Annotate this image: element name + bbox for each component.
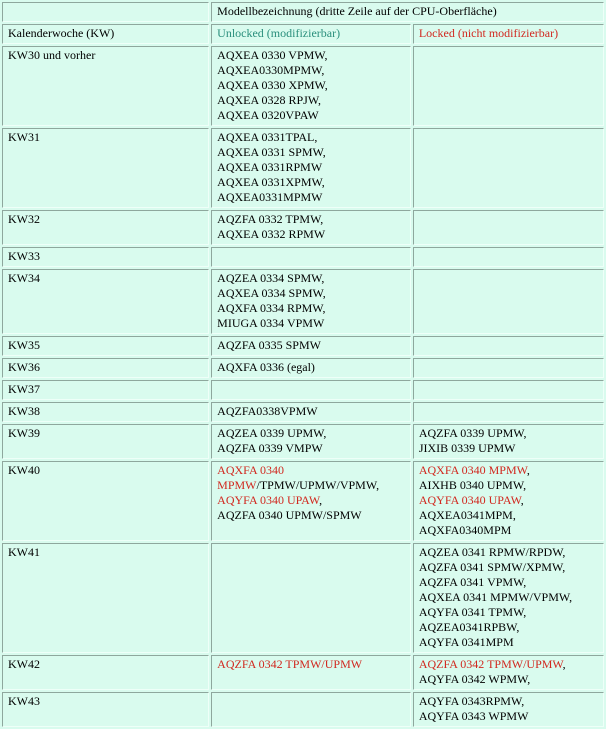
locked-cell — [413, 46, 604, 126]
model-text: , — [520, 493, 524, 507]
table-row — [2, 358, 604, 378]
week-cell: KW41 — [2, 543, 209, 653]
unlocked-model-line: AQZFA 0335 SPMW — [217, 338, 321, 352]
unlocked-model-line: MIUGA 0334 VPMW — [217, 316, 325, 330]
table-row — [2, 46, 604, 126]
unlocked-model-line: AQXEA 0331RPMW — [217, 160, 323, 174]
week-cell: KW35 — [2, 336, 209, 356]
unlocked-model-line: AQXEA 0330 XPMW, — [217, 78, 328, 92]
unlocked-model-line: AQZFA 0340 UPMW/SPMW — [217, 508, 362, 522]
week-cell: KW33 — [2, 247, 209, 267]
week-cell: KW36 — [2, 358, 209, 378]
model-text: , — [562, 657, 566, 671]
locked-model-line: AQZEA0341RPBW, — [418, 620, 520, 634]
locked-cell — [413, 128, 604, 208]
unlocked-cell — [211, 692, 411, 727]
highlighted-model-text: AQZFA 0342 TPMW/UPMW — [217, 657, 363, 671]
locked-cell — [413, 692, 604, 727]
week-cell: KW40 — [2, 461, 209, 541]
locked-model-line — [419, 657, 598, 672]
unlocked-model-line: AQXEA 0320VPAW — [217, 108, 319, 122]
highlighted-model-text: AQYFA 0340 UPAW — [418, 493, 521, 507]
week-cell: KW43 — [2, 692, 209, 727]
week-cell: KW31 — [2, 128, 209, 208]
unlocked-model-line: AQXFA 0336 (egal) — [217, 360, 315, 374]
locked-cell — [413, 380, 604, 400]
unlocked-cell — [211, 402, 411, 422]
unlocked-model-line: AQZFA0338VPMW — [217, 404, 318, 418]
highlighted-model-text: AQXFA 0340 — [217, 463, 284, 477]
locked-cell — [413, 247, 604, 267]
week-cell: KW32 — [2, 210, 209, 245]
locked-model-line — [419, 493, 598, 508]
unlocked-model-line: AQXFA 0334 RPMW, — [217, 301, 326, 315]
week-cell: KW38 — [2, 402, 209, 422]
locked-model-line: AQYFA 0342 WPMW, — [418, 672, 531, 686]
table-row — [2, 210, 604, 245]
locked-cell — [413, 402, 604, 422]
table-row — [2, 543, 604, 653]
locked-cell — [413, 543, 604, 653]
table-row — [2, 247, 604, 267]
unlocked-model-line: AQXEA 0331 SPMW, — [217, 145, 326, 159]
locked-model-line: AQXEA0341MPM, — [418, 508, 516, 522]
locked-model-line: AQXFA0340MPM — [418, 523, 512, 537]
unlocked-cell — [211, 655, 411, 690]
highlighted-model-text: AQXFA 0340 MPMW — [418, 463, 527, 477]
header-empty-cell — [2, 2, 209, 22]
week-header: Kalenderwoche (KW) — [2, 24, 209, 44]
unlocked-model-line — [217, 478, 405, 493]
unlocked-header: Unlocked (modifizierbar) — [211, 24, 411, 44]
unlocked-cell — [211, 46, 411, 126]
locked-model-line: AQZEA 0341 RPMW/RPDW, — [418, 545, 566, 559]
locked-model-line: JIXIB 0339 UPMW — [418, 441, 516, 455]
table-row — [2, 402, 604, 422]
unlocked-model-line: AQXEA 0331TPAL, — [217, 130, 318, 144]
unlocked-model-line: AQXEA 0328 RPJW, — [217, 93, 322, 107]
model-header: Modellbezeichnung (dritte Zeile auf der CPU-Oberfläche) — [211, 2, 604, 22]
unlocked-cell — [211, 210, 411, 245]
table-row — [2, 692, 604, 727]
week-cell: KW30 und vorher — [2, 46, 209, 126]
table-body — [2, 2, 604, 727]
unlocked-cell — [211, 424, 411, 459]
header-row-columns — [2, 24, 604, 44]
locked-model-line: AQXEA 0341 MPMW/VPMW, — [418, 590, 573, 604]
week-cell: KW39 — [2, 424, 209, 459]
table-row — [2, 380, 604, 400]
unlocked-model-line: AQZEA 0334 SPMW, — [217, 271, 325, 285]
unlocked-cell — [211, 247, 411, 267]
locked-model-line: AQYFA 0341MPM — [418, 635, 514, 649]
week-cell: KW37 — [2, 380, 209, 400]
header-row-top — [2, 2, 604, 22]
model-text: , — [526, 463, 530, 477]
locked-model-line: AQZFA 0341 SPMW/XPMW, — [418, 560, 566, 574]
locked-cell — [413, 358, 604, 378]
table-row — [2, 655, 604, 690]
table-row — [2, 128, 604, 208]
week-cell: KW42 — [2, 655, 209, 690]
locked-model-line: AQYFA 0341 TPMW, — [418, 605, 527, 619]
locked-model-line: AQZFA 0339 UPMW, — [418, 426, 527, 440]
highlighted-model-text: MPMW — [217, 478, 257, 492]
unlocked-model-line — [217, 493, 405, 508]
table-row — [2, 461, 604, 541]
week-cell: KW34 — [2, 269, 209, 334]
unlocked-model-line: AQXEA 0330 VPMW, — [217, 48, 328, 62]
highlighted-model-text: AQYFA 0340 UPAW — [217, 493, 320, 507]
unlocked-cell — [211, 461, 411, 541]
unlocked-model-line — [217, 463, 405, 478]
unlocked-cell — [211, 380, 411, 400]
locked-cell — [413, 210, 604, 245]
unlocked-cell — [211, 336, 411, 356]
model-text: /TPMW/UPMW/VPMW, — [256, 478, 380, 492]
unlocked-model-line: AQXEA0331MPMW — [217, 190, 323, 204]
locked-header: Locked (nicht modifizierbar) — [413, 24, 604, 44]
unlocked-model-line: AQXEA 0332 RPMW — [217, 227, 326, 241]
locked-cell — [413, 655, 604, 690]
locked-cell — [413, 461, 604, 541]
locked-cell — [413, 336, 604, 356]
unlocked-model-line: AQZEA 0339 UPMW, — [217, 426, 327, 440]
unlocked-cell — [211, 128, 411, 208]
locked-model-line: AQYFA 0343 WPMW — [418, 709, 529, 723]
unlocked-model-line: AQZFA 0339 VMPW — [217, 441, 323, 455]
unlocked-model-line: AQXEA 0331XPMW, — [217, 175, 325, 189]
unlocked-model-line — [217, 657, 405, 672]
table-row — [2, 269, 604, 334]
table-row — [2, 336, 604, 356]
highlighted-model-text: AQZFA 0342 TPMW/UPMW — [418, 657, 563, 671]
locked-model-line — [419, 463, 598, 478]
unlocked-model-line: AQZFA 0332 TPMW, — [217, 212, 324, 226]
unlocked-model-line: AQXEA0330MPMW, — [217, 63, 325, 77]
unlocked-cell — [211, 358, 411, 378]
locked-model-line: AQZFA 0341 VPMW, — [418, 575, 527, 589]
unlocked-cell — [211, 269, 411, 334]
model-text: , — [319, 493, 323, 507]
locked-cell — [413, 424, 604, 459]
table-row — [2, 424, 604, 459]
locked-model-line: AIXHB 0340 UPMW, — [418, 478, 527, 492]
locked-model-line: AQYFA 0343RPMW, — [418, 694, 525, 708]
unlocked-model-line: AQXEA 0334 SPMW, — [217, 286, 326, 300]
unlocked-cell — [211, 543, 411, 653]
locked-cell — [413, 269, 604, 334]
